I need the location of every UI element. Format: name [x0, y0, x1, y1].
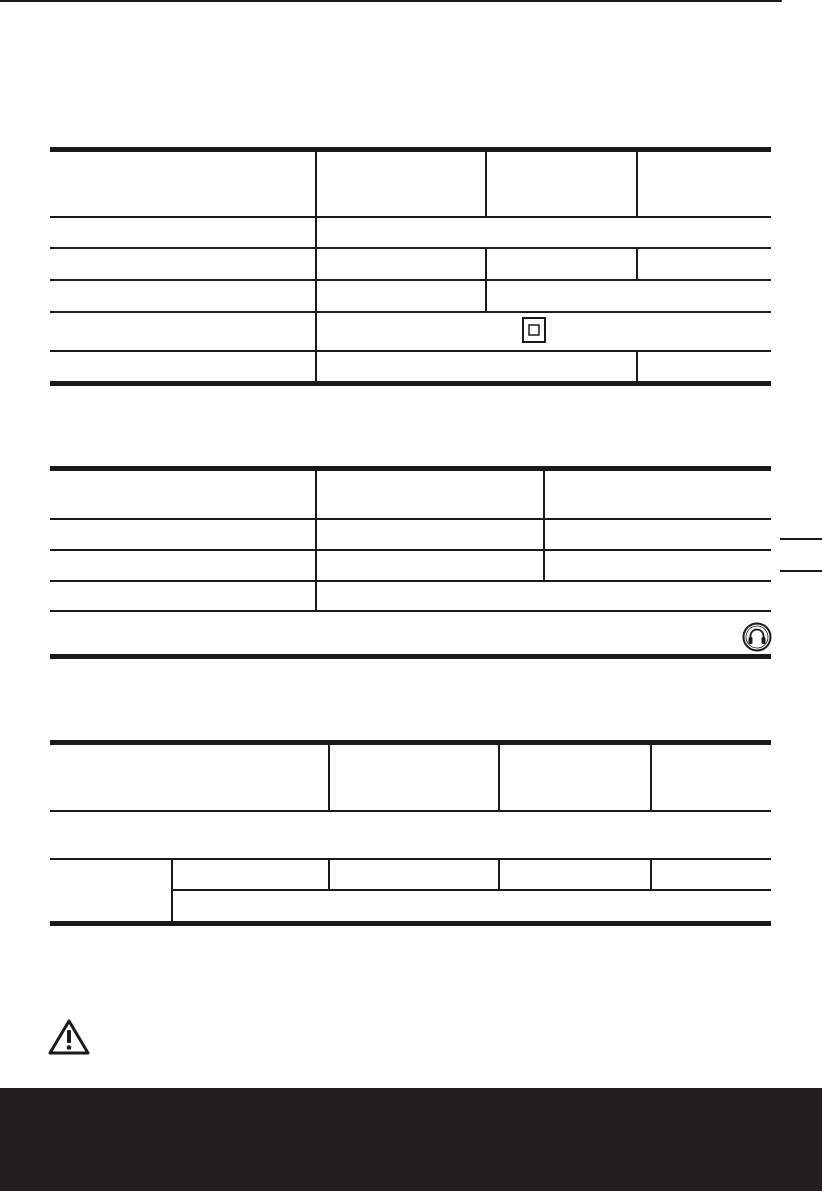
column-divider [498, 859, 500, 890]
row-divider [50, 518, 771, 520]
table-top-border [50, 466, 771, 471]
column-divider [543, 471, 545, 581]
row-divider [50, 549, 771, 551]
column-divider [315, 152, 317, 381]
warning-triangle-icon [47, 1018, 91, 1056]
top-rule [0, 0, 782, 2]
column-divider [315, 471, 317, 611]
column-divider [636, 248, 638, 280]
column-divider [636, 351, 638, 382]
column-divider [171, 859, 173, 922]
side-tab-marker [780, 538, 822, 540]
row-divider [50, 580, 771, 582]
column-divider [498, 745, 500, 811]
row-divider [50, 247, 771, 249]
row-divider [171, 889, 771, 891]
column-divider [650, 859, 652, 890]
table-bottom-border [50, 381, 771, 386]
footer-band [0, 1088, 822, 1191]
column-divider [485, 280, 487, 312]
side-tab-marker [780, 570, 822, 572]
table-top-border [50, 740, 771, 745]
table-bottom-border [50, 654, 771, 659]
row-divider [50, 279, 771, 281]
column-divider [328, 745, 330, 811]
column-divider [636, 152, 638, 217]
column-divider [650, 745, 652, 811]
ear-protection-icon [742, 622, 772, 652]
column-divider [328, 859, 330, 890]
column-divider [485, 248, 487, 280]
row-divider [50, 858, 771, 860]
table-top-border [50, 147, 771, 152]
row-divider [50, 216, 771, 218]
column-divider [485, 152, 487, 217]
row-divider [50, 810, 771, 812]
row-divider [50, 350, 771, 352]
row-divider [50, 311, 771, 313]
row-divider [50, 610, 771, 612]
double-square-icon [522, 317, 546, 343]
table-bottom-border [50, 921, 771, 926]
